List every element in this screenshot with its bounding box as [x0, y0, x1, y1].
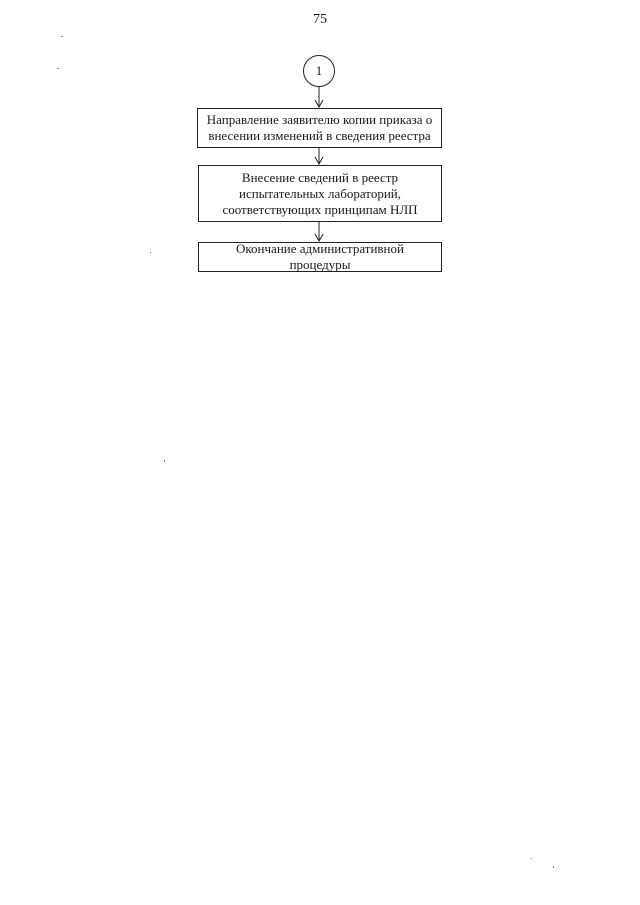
arrow-head-2	[315, 157, 323, 164]
scan-speck	[61, 36, 63, 37]
scan-speck	[531, 858, 532, 859]
connector-label: 1	[315, 63, 323, 78]
flow-step-recipient-copy: Направление заявителю копии приказа о внесении изменений в сведения реестра	[197, 108, 442, 148]
flow-step-procedure-end: Окончание административной процедуры	[198, 242, 442, 272]
page-number: 75	[313, 12, 327, 27]
arrow-head-1	[315, 100, 323, 107]
flow-step-register-entry: Внесение сведений в реестр испытательных лабораторий, соответствующих принципам НЛП	[198, 165, 442, 222]
scan-speck	[57, 68, 59, 69]
arrow-head-3	[315, 234, 323, 241]
scan-speck	[553, 866, 554, 868]
scan-speck	[164, 460, 165, 462]
scan-speck	[150, 252, 151, 253]
connector-circle	[303, 55, 335, 87]
